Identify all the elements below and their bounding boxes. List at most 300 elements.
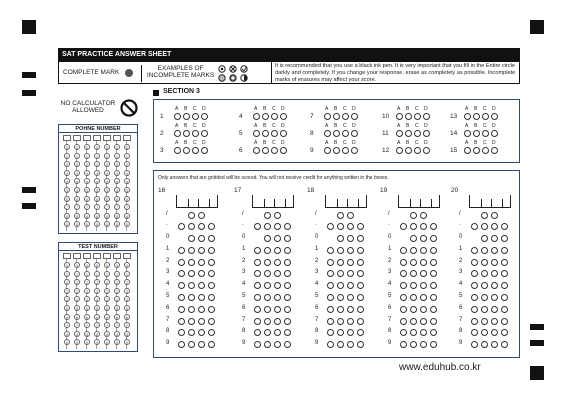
digit-bubble[interactable] [254,282,261,289]
answer-bubble-c[interactable] [192,147,199,154]
digit-bubble[interactable] [357,294,364,301]
digit-bubble[interactable] [274,270,281,277]
answer-bubble-a[interactable] [324,113,331,120]
digit-bubble[interactable]: 9 [125,340,129,346]
answer-bubble-c[interactable] [271,147,278,154]
digit-bubble[interactable]: 5 [95,306,99,311]
digit-bubble[interactable] [188,341,195,348]
digit-bubble[interactable] [284,329,291,336]
digit-bubble[interactable] [501,294,508,301]
digit-bubble[interactable]: 2 [85,162,89,168]
answer-bubble-b[interactable] [333,130,340,137]
answer-bubble-c[interactable] [192,130,199,137]
digit-bubble[interactable] [178,318,185,325]
digit-bubble[interactable]: 3 [75,288,79,294]
digit-bubble[interactable]: 6 [65,196,69,202]
digit-bubble[interactable] [491,282,498,289]
answer-bubble-c[interactable] [414,130,421,137]
digit-bubble[interactable]: 0 [115,145,119,150]
digit-bubble[interactable] [347,282,354,289]
digit-bubble[interactable] [501,341,508,348]
digit-bubble[interactable]: 9 [65,340,69,346]
digit-bubble[interactable]: 5 [65,306,69,311]
digit-bubble[interactable] [501,282,508,289]
digit-bubble[interactable]: 0 [85,263,89,268]
digit-bubble[interactable]: 5 [75,188,79,193]
digit-bubble[interactable]: 3 [95,170,99,176]
answer-bubble-d[interactable] [280,113,287,120]
digit-bubble[interactable] [178,282,185,289]
digit-bubble[interactable]: 3 [95,288,99,294]
digit-bubble[interactable]: 1 [65,271,69,277]
digit-bubble[interactable] [198,235,205,242]
answer-bubble-d[interactable] [201,113,208,120]
digit-bubble[interactable] [198,282,205,289]
answer-bubble-c[interactable] [342,147,349,154]
digit-bubble[interactable]: 6 [75,314,79,320]
decimal-bubble[interactable] [208,223,215,230]
digit-bubble[interactable] [400,270,407,277]
digit-bubble[interactable]: 4 [95,179,99,185]
answer-bubble-a[interactable] [253,130,260,137]
digit-bubble[interactable] [284,259,291,266]
digit-bubble[interactable]: 3 [75,170,79,176]
digit-bubble[interactable]: 8 [75,213,79,219]
digit-bubble[interactable] [327,329,334,336]
digit-bubble[interactable]: 0 [65,263,69,268]
digit-bubble[interactable] [357,235,364,242]
decimal-bubble[interactable] [420,223,427,230]
entry-box[interactable] [63,135,71,141]
digit-bubble[interactable]: 8 [105,213,109,219]
digit-bubble[interactable]: 8 [95,213,99,219]
digit-bubble[interactable] [491,318,498,325]
digit-bubble[interactable] [337,294,344,301]
digit-bubble[interactable]: 7 [125,205,129,211]
digit-bubble[interactable]: 4 [125,179,129,185]
decimal-bubble[interactable] [327,223,334,230]
digit-bubble[interactable] [400,247,407,254]
answer-bubble-d[interactable] [280,130,287,137]
digit-bubble[interactable] [264,318,271,325]
answer-bubble-a[interactable] [396,130,403,137]
answer-bubble-c[interactable] [342,113,349,120]
digit-bubble[interactable]: 2 [65,280,69,286]
digit-bubble[interactable] [491,329,498,336]
digit-bubble[interactable] [254,318,261,325]
digit-bubble[interactable]: 4 [115,297,119,303]
digit-bubble[interactable]: 7 [85,323,89,329]
digit-bubble[interactable] [188,270,195,277]
digit-bubble[interactable]: 8 [115,213,119,219]
answer-bubble-c[interactable] [271,113,278,120]
digit-bubble[interactable]: 2 [75,280,79,286]
digit-bubble[interactable] [481,235,488,242]
digit-bubble[interactable] [264,235,271,242]
digit-bubble[interactable]: 9 [95,222,99,228]
digit-bubble[interactable] [264,282,271,289]
digit-bubble[interactable]: 0 [75,145,79,150]
digit-bubble[interactable] [400,306,407,313]
entry-box[interactable] [93,135,101,141]
digit-bubble[interactable]: 9 [125,222,129,228]
digit-bubble[interactable]: 9 [75,222,79,228]
digit-bubble[interactable]: 7 [115,323,119,329]
entry-box[interactable] [73,253,81,259]
decimal-bubble[interactable] [254,223,261,230]
digit-bubble[interactable] [208,306,215,313]
digit-bubble[interactable]: 6 [125,314,129,320]
digit-bubble[interactable]: 4 [85,297,89,303]
digit-bubble[interactable] [198,329,205,336]
digit-bubble[interactable] [198,306,205,313]
digit-bubble[interactable] [481,341,488,348]
digit-bubble[interactable]: 8 [75,331,79,337]
digit-bubble[interactable] [178,329,185,336]
digit-bubble[interactable] [347,259,354,266]
digit-bubble[interactable] [208,294,215,301]
decimal-bubble[interactable] [178,223,185,230]
answer-bubble-a[interactable] [324,130,331,137]
digit-bubble[interactable]: 1 [125,271,129,277]
digit-bubble[interactable]: 2 [125,162,129,168]
digit-bubble[interactable]: 6 [115,196,119,202]
digit-bubble[interactable] [198,259,205,266]
decimal-bubble[interactable] [284,223,291,230]
digit-bubble[interactable] [337,247,344,254]
digit-bubble[interactable] [410,235,417,242]
digit-bubble[interactable]: 4 [75,179,79,185]
digit-bubble[interactable] [264,247,271,254]
digit-bubble[interactable]: 9 [75,340,79,346]
digit-bubble[interactable] [410,247,417,254]
answer-bubble-a[interactable] [174,147,181,154]
digit-bubble[interactable]: 9 [115,340,119,346]
digit-bubble[interactable]: 3 [85,288,89,294]
digit-bubble[interactable] [357,306,364,313]
digit-bubble[interactable] [198,247,205,254]
digit-bubble[interactable]: 5 [105,188,109,193]
digit-bubble[interactable] [337,235,344,242]
digit-bubble[interactable] [481,294,488,301]
digit-bubble[interactable] [337,270,344,277]
digit-bubble[interactable]: 1 [95,153,99,159]
digit-bubble[interactable] [178,270,185,277]
digit-bubble[interactable]: 6 [105,196,109,202]
digit-bubble[interactable] [430,247,437,254]
digit-bubble[interactable]: 0 [105,145,109,150]
answer-bubble-d[interactable] [351,147,358,154]
digit-bubble[interactable]: 3 [115,170,119,176]
decimal-bubble[interactable] [491,223,498,230]
digit-bubble[interactable] [327,259,334,266]
answer-bubble-d[interactable] [491,130,498,137]
answer-bubble-c[interactable] [482,130,489,137]
digit-bubble[interactable] [491,235,498,242]
digit-bubble[interactable] [347,318,354,325]
digit-bubble[interactable]: 7 [105,323,109,329]
digit-bubble[interactable] [264,294,271,301]
digit-bubble[interactable] [274,329,281,336]
digit-bubble[interactable] [420,282,427,289]
digit-bubble[interactable]: 0 [75,263,79,268]
digit-bubble[interactable]: 1 [115,153,119,159]
digit-bubble[interactable] [430,235,437,242]
answer-bubble-b[interactable] [405,113,412,120]
digit-bubble[interactable] [254,329,261,336]
digit-bubble[interactable]: 4 [105,297,109,303]
digit-bubble[interactable] [208,282,215,289]
digit-bubble[interactable]: 2 [65,162,69,168]
decimal-bubble[interactable] [347,223,354,230]
answer-bubble-a[interactable] [324,147,331,154]
digit-bubble[interactable] [491,270,498,277]
digit-bubble[interactable] [178,259,185,266]
digit-bubble[interactable] [188,318,195,325]
digit-bubble[interactable] [274,247,281,254]
digit-bubble[interactable] [188,294,195,301]
entry-box[interactable] [73,135,81,141]
digit-bubble[interactable] [327,294,334,301]
digit-bubble[interactable] [471,318,478,325]
digit-bubble[interactable] [264,329,271,336]
answer-bubble-b[interactable] [473,130,480,137]
digit-bubble[interactable] [274,294,281,301]
entry-box[interactable] [93,253,101,259]
digit-bubble[interactable]: 4 [75,297,79,303]
digit-bubble[interactable]: 8 [105,331,109,337]
answer-bubble-a[interactable] [464,147,471,154]
digit-bubble[interactable] [284,341,291,348]
digit-bubble[interactable]: 1 [75,153,79,159]
digit-bubble[interactable] [274,235,281,242]
digit-bubble[interactable] [471,270,478,277]
digit-bubble[interactable]: 8 [115,331,119,337]
digit-bubble[interactable]: 9 [85,222,89,228]
digit-bubble[interactable] [337,318,344,325]
digit-bubble[interactable]: 7 [95,323,99,329]
digit-bubble[interactable] [274,282,281,289]
digit-bubble[interactable]: 4 [65,179,69,185]
digit-bubble[interactable]: 0 [85,145,89,150]
answer-bubble-a[interactable] [253,147,260,154]
digit-bubble[interactable] [491,247,498,254]
digit-bubble[interactable]: 8 [65,213,69,219]
answer-bubble-d[interactable] [423,130,430,137]
digit-bubble[interactable] [481,329,488,336]
digit-bubble[interactable] [188,306,195,313]
digit-bubble[interactable]: 7 [105,205,109,211]
digit-bubble[interactable]: 9 [95,340,99,346]
answer-bubble-b[interactable] [183,113,190,120]
digit-bubble[interactable]: 5 [85,188,89,193]
digit-bubble[interactable] [481,282,488,289]
digit-bubble[interactable]: 4 [105,179,109,185]
answer-entry-boxes[interactable] [252,195,294,208]
digit-bubble[interactable]: 3 [105,288,109,294]
digit-bubble[interactable]: 7 [75,323,79,329]
digit-bubble[interactable]: 2 [85,280,89,286]
decimal-bubble[interactable] [430,223,437,230]
digit-bubble[interactable]: 7 [95,205,99,211]
digit-bubble[interactable] [410,306,417,313]
digit-bubble[interactable] [327,341,334,348]
digit-bubble[interactable]: 7 [115,205,119,211]
digit-bubble[interactable]: 9 [105,222,109,228]
digit-bubble[interactable] [410,282,417,289]
digit-bubble[interactable] [420,318,427,325]
digit-bubble[interactable] [501,235,508,242]
digit-bubble[interactable] [430,282,437,289]
digit-bubble[interactable] [284,318,291,325]
digit-bubble[interactable] [347,247,354,254]
digit-bubble[interactable] [254,306,261,313]
digit-bubble[interactable]: 7 [65,205,69,211]
slash-bubble[interactable] [410,212,417,219]
digit-bubble[interactable]: 3 [65,170,69,176]
digit-bubble[interactable]: 1 [95,271,99,277]
digit-bubble[interactable]: 1 [105,271,109,277]
digit-bubble[interactable] [491,341,498,348]
digit-bubble[interactable]: 6 [85,314,89,320]
digit-bubble[interactable]: 1 [85,271,89,277]
digit-bubble[interactable]: 2 [115,162,119,168]
digit-bubble[interactable]: 2 [95,280,99,286]
digit-bubble[interactable]: 8 [65,331,69,337]
digit-bubble[interactable]: 9 [115,222,119,228]
digit-bubble[interactable] [420,270,427,277]
digit-bubble[interactable] [471,329,478,336]
digit-bubble[interactable] [481,318,488,325]
digit-bubble[interactable] [481,247,488,254]
slash-bubble[interactable] [188,212,195,219]
digit-bubble[interactable] [274,341,281,348]
digit-bubble[interactable] [274,306,281,313]
answer-entry-boxes[interactable] [325,195,367,208]
digit-bubble[interactable]: 5 [75,306,79,311]
digit-bubble[interactable] [357,247,364,254]
digit-bubble[interactable] [410,341,417,348]
answer-bubble-a[interactable] [174,113,181,120]
digit-bubble[interactable] [357,318,364,325]
answer-bubble-b[interactable] [262,130,269,137]
digit-bubble[interactable]: 6 [95,314,99,320]
digit-bubble[interactable]: 3 [65,288,69,294]
decimal-bubble[interactable] [188,223,195,230]
digit-bubble[interactable] [327,282,334,289]
digit-bubble[interactable]: 6 [105,314,109,320]
digit-bubble[interactable]: 2 [125,280,129,286]
digit-bubble[interactable]: 7 [75,205,79,211]
digit-bubble[interactable] [284,235,291,242]
digit-bubble[interactable] [284,247,291,254]
answer-bubble-d[interactable] [423,147,430,154]
digit-bubble[interactable] [410,270,417,277]
entry-box[interactable] [123,135,131,141]
digit-bubble[interactable] [491,259,498,266]
digit-bubble[interactable] [400,259,407,266]
answer-bubble-d[interactable] [491,113,498,120]
digit-bubble[interactable]: 6 [65,314,69,320]
digit-bubble[interactable]: 1 [75,271,79,277]
digit-bubble[interactable] [188,247,195,254]
digit-bubble[interactable] [420,306,427,313]
digit-bubble[interactable] [400,329,407,336]
digit-bubble[interactable]: 7 [65,323,69,329]
digit-bubble[interactable] [337,259,344,266]
digit-bubble[interactable] [188,235,195,242]
digit-bubble[interactable]: 0 [125,145,129,150]
digit-bubble[interactable] [420,235,427,242]
digit-bubble[interactable] [178,341,185,348]
digit-bubble[interactable] [254,294,261,301]
digit-bubble[interactable] [347,329,354,336]
digit-bubble[interactable] [357,282,364,289]
digit-bubble[interactable]: 8 [125,331,129,337]
digit-bubble[interactable] [430,294,437,301]
slash-bubble[interactable] [198,212,205,219]
digit-bubble[interactable] [188,282,195,289]
digit-bubble[interactable]: 5 [95,188,99,193]
answer-bubble-b[interactable] [405,130,412,137]
digit-bubble[interactable] [481,259,488,266]
answer-bubble-b[interactable] [262,113,269,120]
digit-bubble[interactable] [284,306,291,313]
digit-bubble[interactable]: 9 [105,340,109,346]
digit-bubble[interactable] [481,306,488,313]
digit-bubble[interactable] [430,259,437,266]
digit-bubble[interactable]: 8 [85,331,89,337]
digit-bubble[interactable] [284,282,291,289]
answer-bubble-c[interactable] [414,147,421,154]
digit-bubble[interactable] [327,306,334,313]
decimal-bubble[interactable] [357,223,364,230]
digit-bubble[interactable] [501,270,508,277]
digit-bubble[interactable] [410,259,417,266]
answer-bubble-b[interactable] [405,147,412,154]
digit-bubble[interactable]: 5 [115,306,119,311]
digit-bubble[interactable] [198,341,205,348]
digit-bubble[interactable]: 5 [125,306,129,311]
digit-bubble[interactable]: 5 [125,188,129,193]
answer-bubble-b[interactable] [473,113,480,120]
answer-bubble-d[interactable] [423,113,430,120]
digit-bubble[interactable]: 0 [65,145,69,150]
answer-entry-boxes[interactable] [398,195,440,208]
slash-bubble[interactable] [264,212,271,219]
answer-bubble-c[interactable] [271,130,278,137]
entry-box[interactable] [83,253,91,259]
answer-bubble-d[interactable] [491,147,498,154]
digit-bubble[interactable] [430,341,437,348]
answer-bubble-d[interactable] [351,130,358,137]
answer-bubble-c[interactable] [482,147,489,154]
digit-bubble[interactable]: 3 [85,170,89,176]
digit-bubble[interactable] [178,306,185,313]
digit-bubble[interactable]: 1 [105,153,109,159]
digit-bubble[interactable]: 4 [125,297,129,303]
entry-box[interactable] [63,253,71,259]
answer-bubble-a[interactable] [174,130,181,137]
digit-bubble[interactable] [327,270,334,277]
digit-bubble[interactable] [501,318,508,325]
digit-bubble[interactable]: 3 [125,288,129,294]
digit-bubble[interactable]: 5 [65,188,69,193]
digit-bubble[interactable] [491,294,498,301]
digit-bubble[interactable] [208,235,215,242]
digit-bubble[interactable] [357,329,364,336]
digit-bubble[interactable] [410,318,417,325]
